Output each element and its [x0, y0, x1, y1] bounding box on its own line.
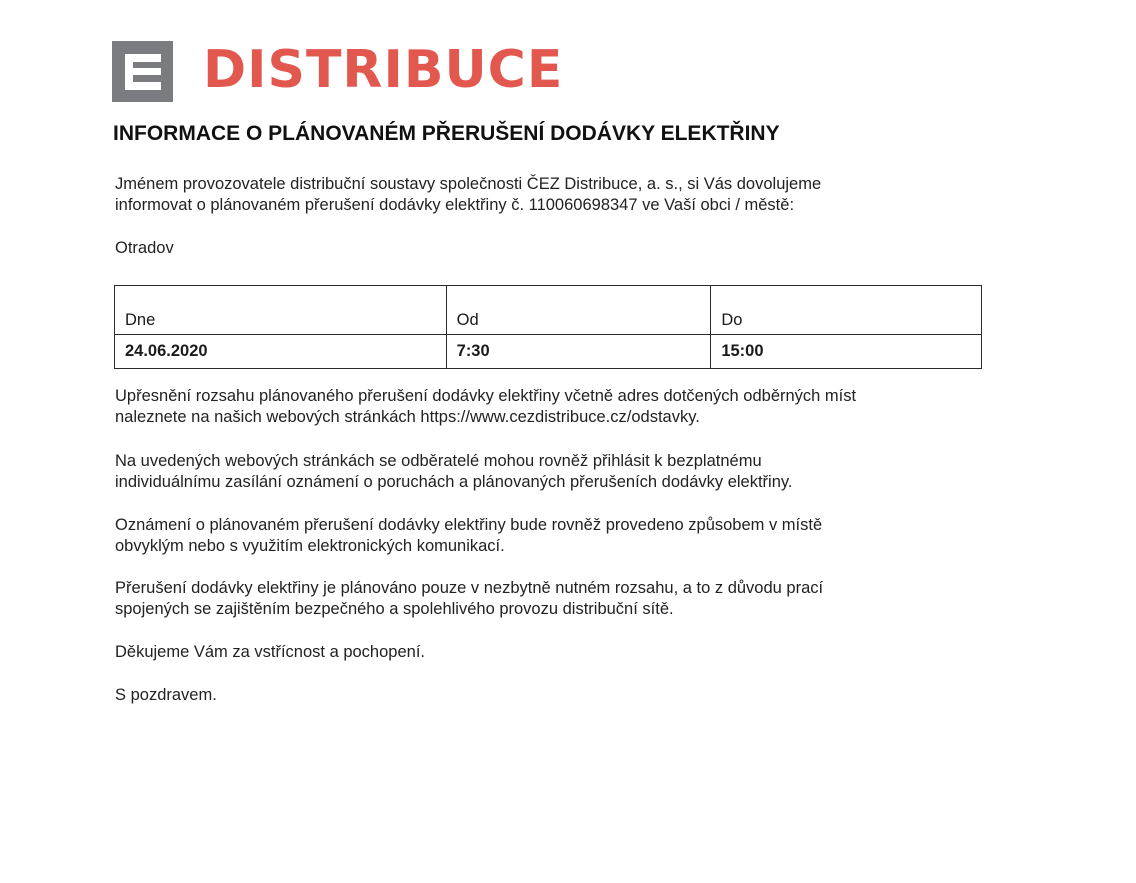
paragraph-line: Oznámení o plánovaném přerušení dodávky elektřiny bude rovněž provedeno způsobem v místě: [115, 516, 823, 534]
value-date: 24.06.2020: [115, 335, 447, 369]
value-from: 7:30: [446, 335, 711, 369]
town-name: Otradov: [115, 239, 174, 257]
paragraph-line: obvyklým nebo s využitím elektronických komunikací.: [115, 537, 505, 555]
paragraph-line: Přerušení dodávky elektřiny je plánováno pouze v nezbytně nutném rozsahu, a to z důvodu prací: [115, 579, 824, 597]
brand-wordmark: DISTRIBUCE: [203, 40, 564, 100]
header-from: Od: [446, 286, 711, 335]
cez-logo-icon: [112, 41, 173, 102]
intro-paragraph: [115, 174, 975, 216]
document-title: INFORMACE O PLÁNOVANÉM PŘERUŠENÍ DODÁVKY ELEKTŘINY: [113, 122, 780, 145]
paragraph-line: individuálnímu zasílání oznámení o poruchách a plánovaných přerušeních dodávky elektřiny.: [115, 473, 793, 491]
header-to: Do: [711, 286, 982, 335]
intro-line-2: informovat o plánovaném přerušení dodávky elektřiny č. 110060698347 ve Vaší obci / městě:: [115, 196, 795, 214]
paragraph-subscription: [115, 451, 975, 493]
paragraph-local-notice: [115, 515, 975, 557]
thanks-line: Děkujeme Vám za vstřícnost a pochopení.: [115, 643, 425, 661]
paragraph-details: [115, 386, 975, 428]
table-header-row: [115, 286, 982, 335]
paragraph-line: spojených se zajištěním bezpečného a spolehlivého provozu distribuční sítě.: [115, 600, 674, 618]
paragraph-line: Na uvedených webových stránkách se odběratelé mohou rovněž přihlásit k bezplatnému: [115, 452, 762, 470]
closing-line: S pozdravem.: [115, 686, 217, 704]
intro-line-1: Jménem provozovatele distribuční soustavy společnosti ČEZ Distribuce, a. s., si Vás dovolujeme: [115, 175, 822, 193]
paragraph-line: naleznete na našich webových stránkách https://www.cezdistribuce.cz/odstavky.: [115, 408, 700, 426]
header-date: Dne: [115, 286, 447, 335]
outage-table: [114, 285, 982, 369]
table-values-row: [115, 335, 982, 369]
paragraph-reason: [115, 578, 975, 620]
value-to: 15:00: [711, 335, 982, 369]
paragraph-line: Upřesnění rozsahu plánovaného přerušení dodávky elektřiny včetně adres dotčených odběrných míst: [115, 387, 857, 405]
